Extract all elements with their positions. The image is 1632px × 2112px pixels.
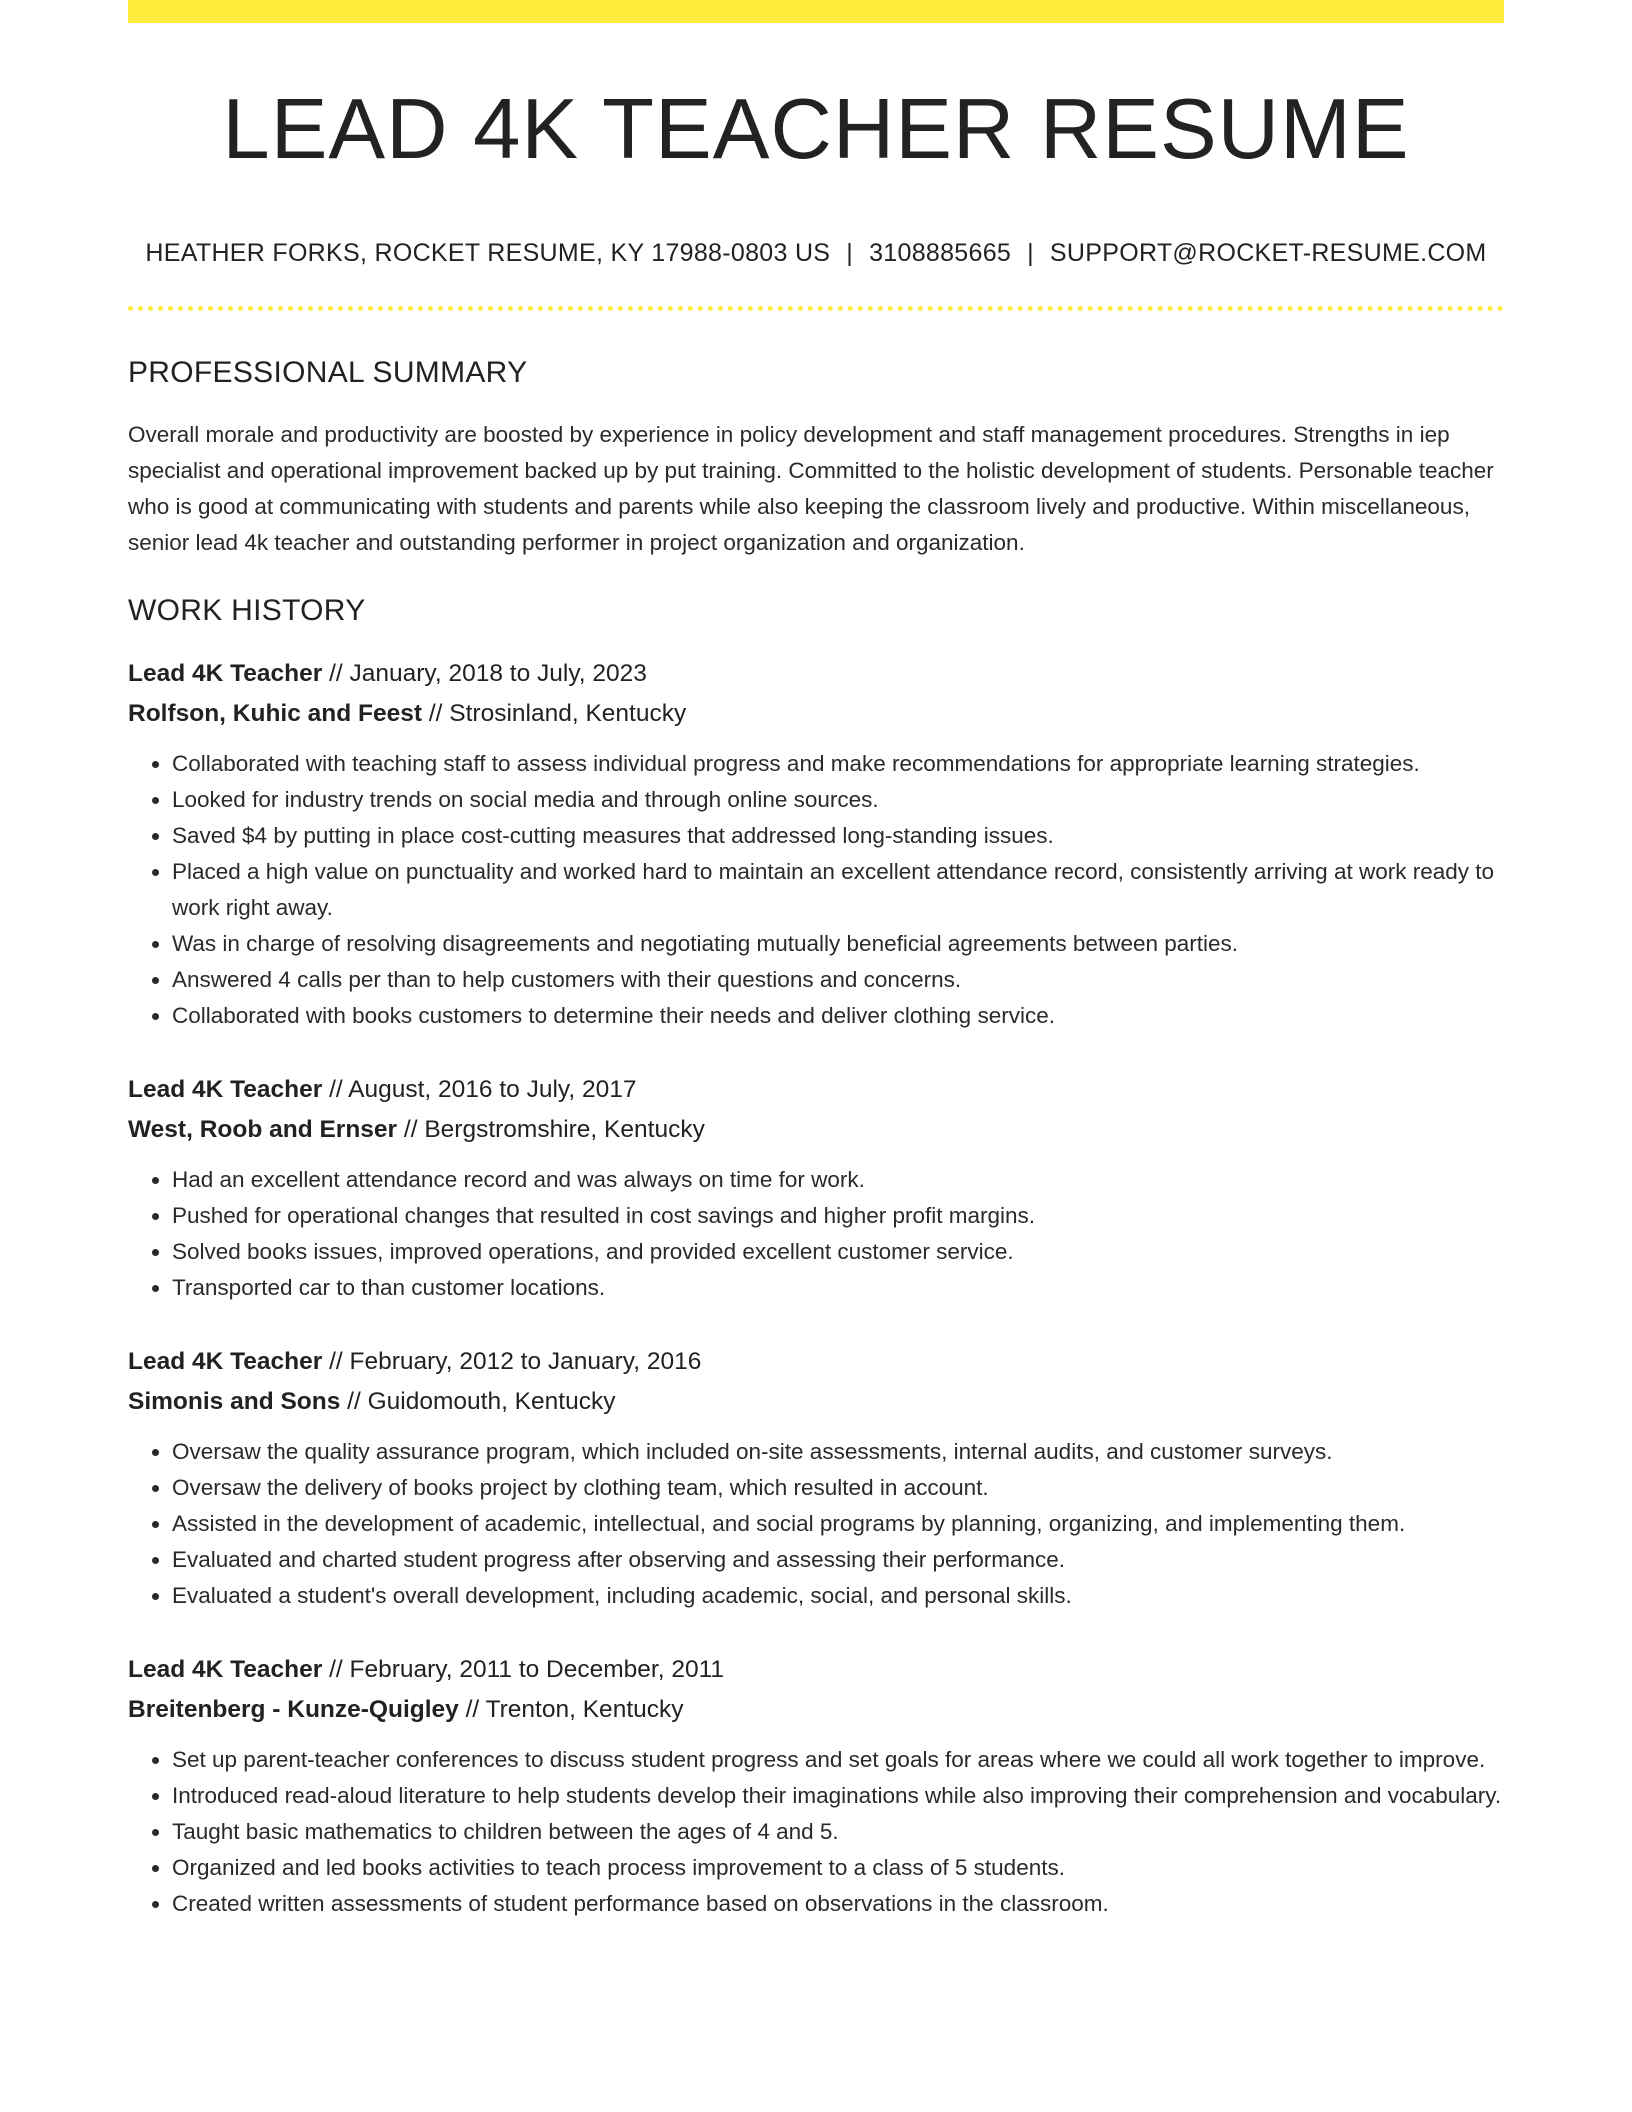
contact-line bbox=[128, 239, 1504, 268]
summary-text: Overall morale and productivity are boosted by experience in policy development and staff management procedures. Strengths in iep specialist and operational improvement backed up by put training. Committed to the holistic development of students. Personable teacher who is good at communicating with students and parents while also keeping the classroom lively and productive. Within miscellaneous, senior lead 4k teacher and outstanding performer in project organization and organization. bbox=[128, 421, 1494, 555]
contact-separator: | bbox=[846, 238, 854, 267]
job-bullets bbox=[128, 1434, 1504, 1614]
summary-heading: PROFESSIONAL SUMMARY bbox=[128, 355, 528, 389]
job-role: Lead 4K Teacher bbox=[128, 659, 323, 687]
job-role-line bbox=[128, 1342, 1504, 1382]
job-role-line bbox=[128, 654, 1504, 694]
job-entry bbox=[128, 1342, 1504, 1614]
job-role: Lead 4K Teacher bbox=[128, 1075, 323, 1103]
job-bullets bbox=[128, 1162, 1504, 1306]
job-location: // Guidomouth, Kentucky bbox=[340, 1387, 616, 1415]
job-company-line bbox=[128, 1382, 1504, 1422]
job-bullet: • Oversaw the delivery of books project by clothing team, which resulted in account. bbox=[172, 1470, 1504, 1506]
work-history-heading: WORK HISTORY bbox=[128, 593, 366, 627]
job-dates: // August, 2016 to July, 2017 bbox=[322, 1075, 637, 1103]
job-location: // Bergstromshire, Kentucky bbox=[397, 1115, 705, 1143]
job-bullet: • Saved $4 by putting in place cost-cutting measures that addressed long-standing issues. bbox=[172, 818, 1504, 854]
contact-email: SUPPORT@ROCKET-RESUME.COM bbox=[1049, 238, 1487, 267]
job-bullet: • Organized and led books activities to teach process improvement to a class of 5 students. bbox=[172, 1850, 1504, 1886]
job-role-line bbox=[128, 1070, 1504, 1110]
job-bullet: • Solved books issues, improved operations, and provided excellent customer service. bbox=[172, 1234, 1504, 1270]
job-company: Rolfson, Kuhic and Feest bbox=[128, 699, 423, 727]
job-company-line bbox=[128, 694, 1504, 734]
job-bullet: • Was in charge of resolving disagreements and negotiating mutually beneficial agreements between parties. bbox=[172, 926, 1504, 962]
resume-title: LEAD 4K TEACHER RESUME bbox=[222, 82, 1410, 177]
contact-address: HEATHER FORKS, ROCKET RESUME, KY 17988-0803 US bbox=[145, 238, 831, 267]
job-bullet: • Looked for industry trends on social media and through online sources. bbox=[172, 782, 1504, 818]
job-bullet: • Created written assessments of student performance based on observations in the classroom. bbox=[172, 1886, 1504, 1922]
contact-separator: | bbox=[1027, 238, 1034, 267]
accent-top-bar bbox=[128, 0, 1504, 23]
job-role: Lead 4K Teacher bbox=[128, 1655, 323, 1683]
job-bullet: • Had an excellent attendance record and was always on time for work. bbox=[172, 1162, 1504, 1198]
job-bullet: • Taught basic mathematics to children between the ages of 4 and 5. bbox=[172, 1814, 1504, 1850]
job-bullet: • Pushed for operational changes that resulted in cost savings and higher profit margins. bbox=[172, 1198, 1504, 1234]
job-bullet: • Oversaw the quality assurance program, which included on-site assessments, internal audits, and customer surveys. bbox=[172, 1434, 1504, 1470]
resume-page bbox=[128, 0, 1504, 1922]
job-bullet: • Assisted in the development of academic, intellectual, and social programs by planning, organizing, and implementing them. bbox=[172, 1506, 1504, 1542]
job-bullet: • Collaborated with teaching staff to assess individual progress and make recommendations for appropriate learning strategies. bbox=[172, 746, 1504, 782]
job-bullet: • Placed a high value on punctuality and worked hard to maintain an excellent attendance record, consistently arriving at work ready to work right away. bbox=[172, 854, 1504, 926]
job-role: Lead 4K Teacher bbox=[128, 1347, 323, 1375]
job-entry bbox=[128, 1650, 1504, 1922]
job-bullet: • Introduced read-aloud literature to help students develop their imaginations while also improving their comprehension and vocabulary. bbox=[172, 1778, 1504, 1814]
job-role-line bbox=[128, 1650, 1504, 1690]
job-bullet: • Set up parent-teacher conferences to discuss student progress and set goals for areas where we could all work together to improve. bbox=[172, 1742, 1504, 1778]
job-bullet: • Evaluated a student's overall development, including academic, social, and personal skills. bbox=[172, 1578, 1504, 1614]
job-company: West, Roob and Ernser bbox=[128, 1115, 398, 1143]
job-entry bbox=[128, 654, 1504, 1034]
job-company-line bbox=[128, 1690, 1504, 1730]
job-company: Breitenberg - Kunze-Quigley bbox=[128, 1695, 459, 1723]
job-location: // Trenton, Kentucky bbox=[458, 1695, 684, 1723]
job-company-line bbox=[128, 1110, 1504, 1150]
job-dates: // February, 2012 to January, 2016 bbox=[322, 1347, 702, 1375]
job-bullet: • Transported car to than customer locations. bbox=[172, 1270, 1504, 1306]
job-dates: // February, 2011 to December, 2011 bbox=[322, 1655, 725, 1683]
job-bullets bbox=[128, 1742, 1504, 1922]
job-bullet: • Answered 4 calls per than to help customers with their questions and concerns. bbox=[172, 962, 1504, 998]
job-bullets bbox=[128, 746, 1504, 1034]
dotted-divider bbox=[128, 306, 1504, 311]
contact-phone: 3108885665 bbox=[869, 238, 1012, 267]
job-location: // Strosinland, Kentucky bbox=[422, 699, 687, 727]
job-bullet: • Collaborated with books customers to determine their needs and deliver clothing service. bbox=[172, 998, 1504, 1034]
job-entry bbox=[128, 1070, 1504, 1306]
job-bullet: • Evaluated and charted student progress after observing and assessing their performance. bbox=[172, 1542, 1504, 1578]
job-company: Simonis and Sons bbox=[128, 1387, 341, 1415]
job-dates: // January, 2018 to July, 2023 bbox=[322, 659, 647, 687]
